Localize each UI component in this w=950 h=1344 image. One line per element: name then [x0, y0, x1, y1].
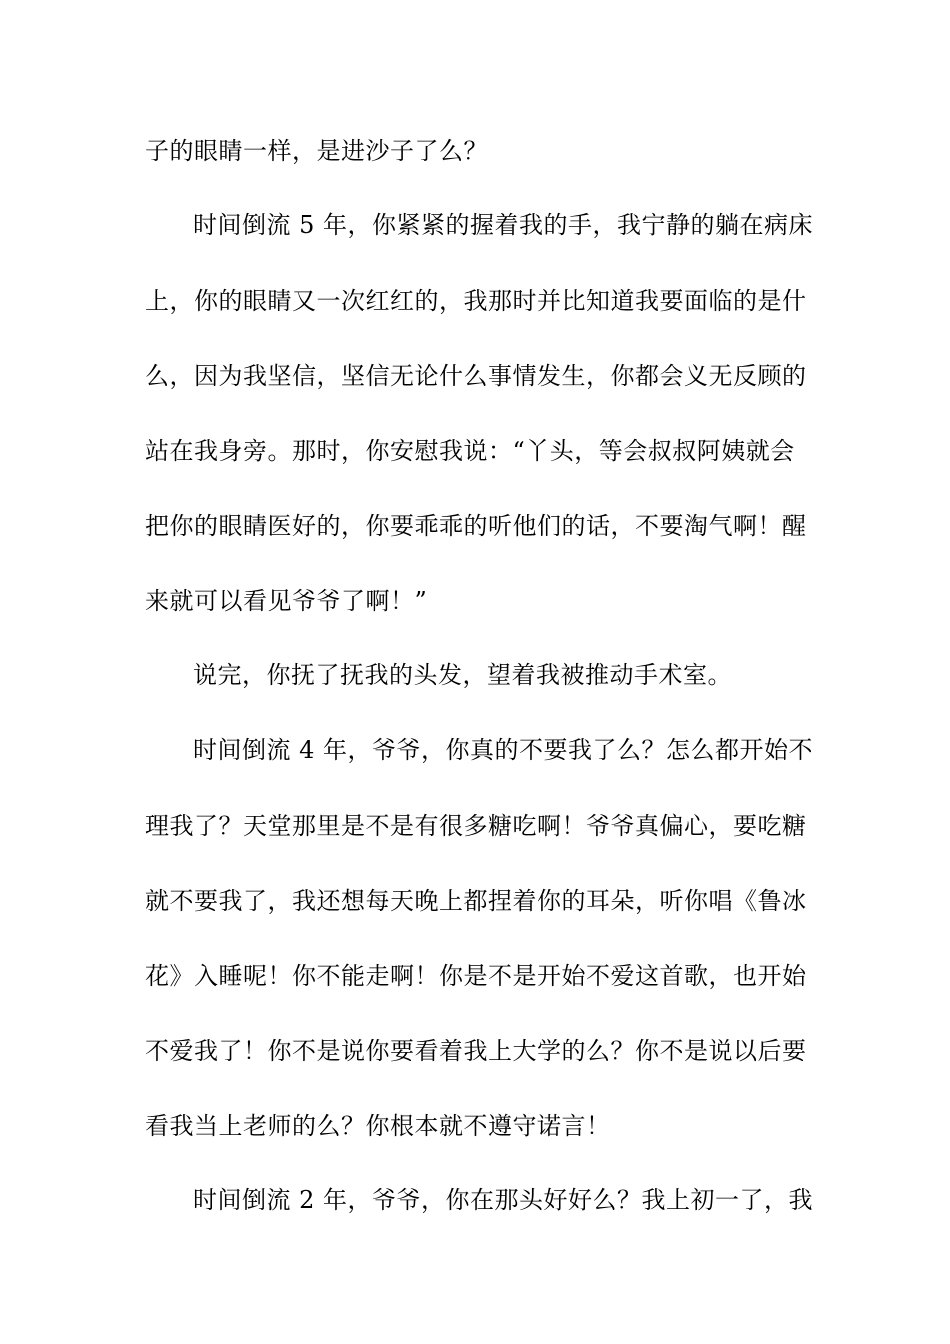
text-line: 不爱我了！你不是说你要看着我上大学的么？你不是说以后要: [145, 1037, 807, 1065]
text-line: 看我当上老师的么？你根本就不遵守诺言！: [145, 1112, 611, 1140]
text-line: 子的眼睛一样，是进沙子了么？: [145, 137, 488, 165]
paragraph-first-line: 时间倒流 4 年，爷爷，你真的不要我了么？怎么都开始不: [193, 736, 814, 764]
paragraph-first-line: 时间倒流 5 年，你紧紧的握着我的手，我宁静的躺在病床: [193, 211, 814, 239]
text-line: 来就可以看见爷爷了啊！”: [145, 587, 428, 615]
text-line: 站在我身旁。那时，你安慰我说：“丫头，等会叔叔阿姨就会: [145, 437, 795, 465]
paragraph-first-line: 时间倒流 2 年，爷爷，你在那头好好么？我上初一了，我: [193, 1186, 814, 1214]
text-line: 花》入睡呢！你不能走啊！你是不是开始不爱这首歌，也开始: [145, 962, 807, 990]
paragraph-first-line: 说完，你抚了抚我的头发，望着我被推动手术室。: [193, 661, 732, 689]
text-line: 么，因为我坚信，坚信无论什么事情发生，你都会义无反顾的: [145, 362, 807, 390]
text-line: 理我了？天堂那里是不是有很多糖吃啊！爷爷真偏心，要吃糖: [145, 812, 807, 840]
text-line: 就不要我了，我还想每天晚上都捏着你的耳朵，听你唱《鲁冰: [145, 887, 807, 915]
text-line: 把你的眼睛医好的，你要乖乖的听他们的话，不要淘气啊！醒: [145, 512, 807, 540]
text-line: 上，你的眼睛又一次红红的，我那时并比知道我要面临的是什: [145, 287, 807, 315]
